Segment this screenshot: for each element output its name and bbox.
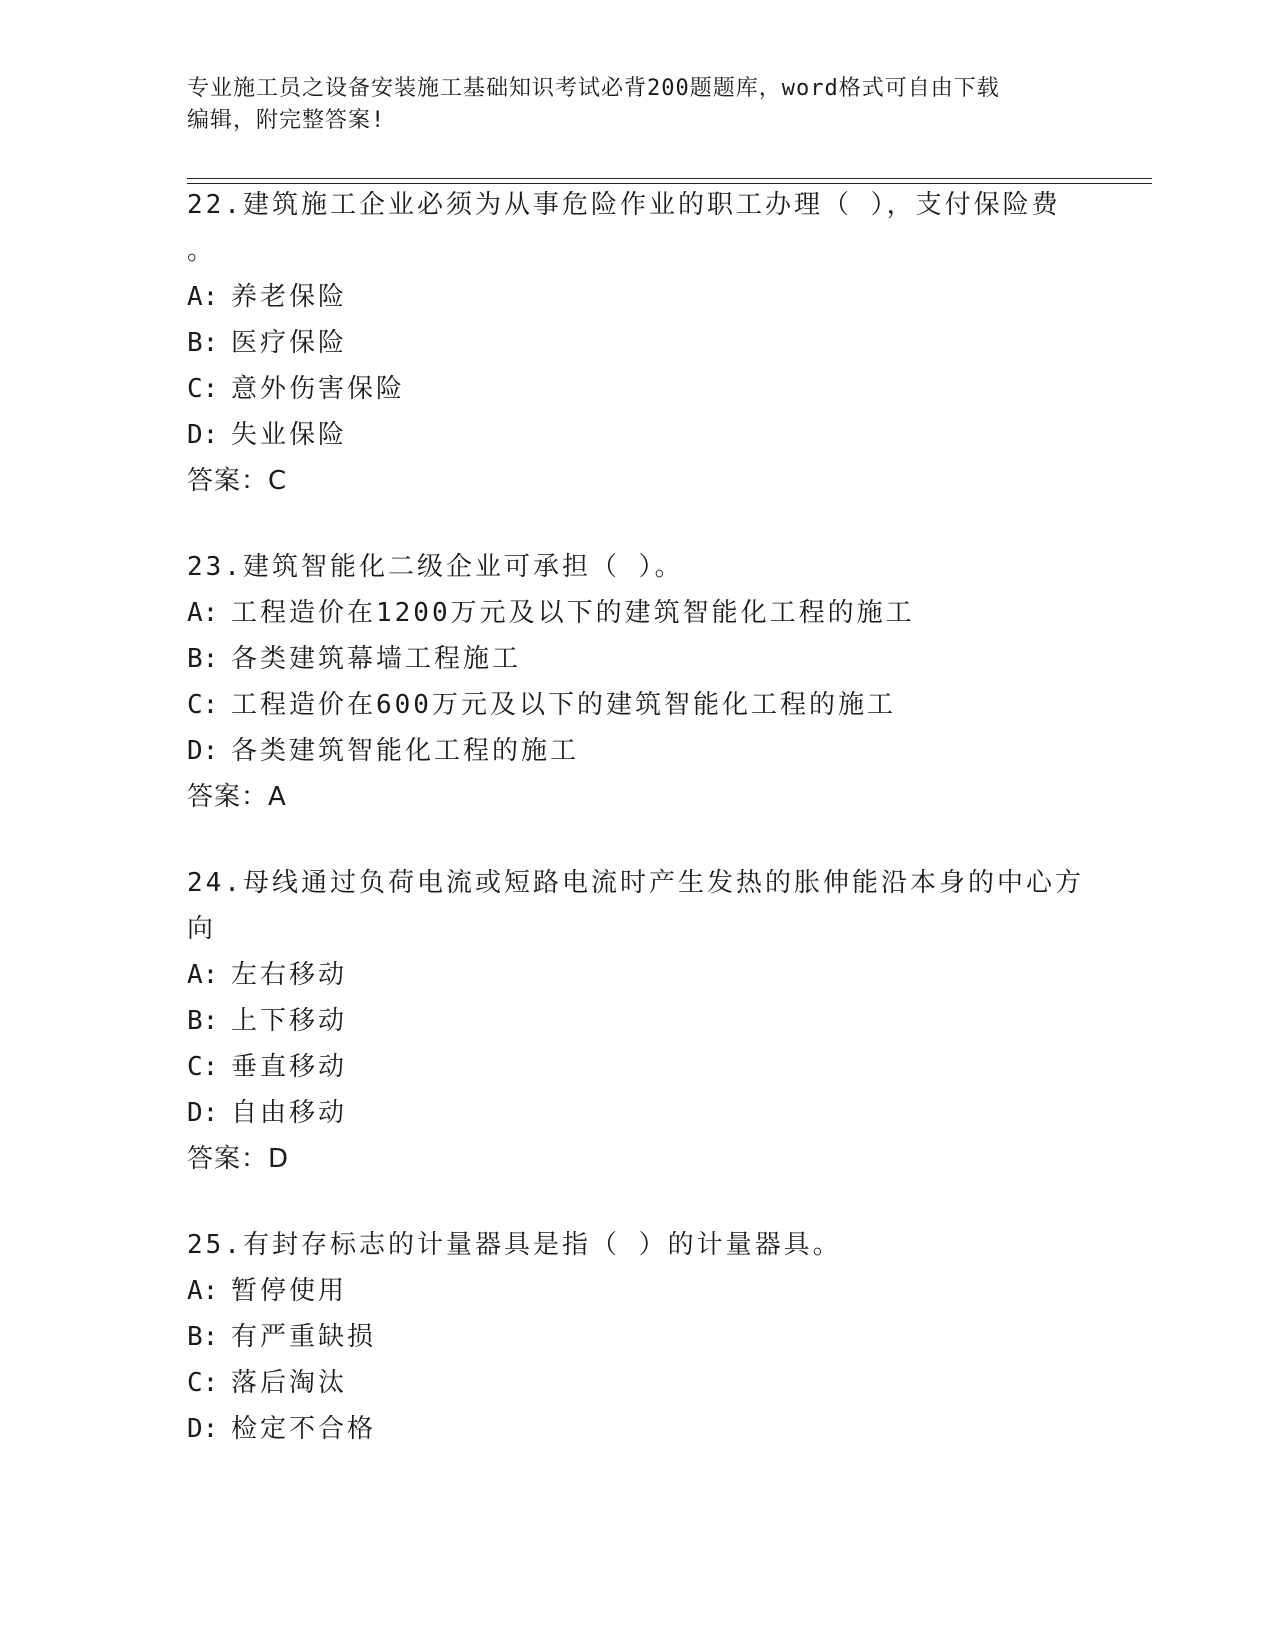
- option-d: [187, 728, 1087, 774]
- option-b: [187, 636, 1087, 682]
- option-key: D:: [187, 736, 219, 766]
- question-stem: 24.母线通过负荷电流或短路电流时产生发热的胀伸能沿本身的中心方: [187, 868, 1084, 898]
- option-text: 工程造价在1200万元及以下的建筑智能化工程的施工: [231, 598, 915, 628]
- answer-line: 答案：C: [187, 466, 288, 496]
- option-key: D:: [187, 420, 219, 450]
- option-text: 养老保险: [231, 282, 348, 312]
- question-24: [187, 860, 1087, 1182]
- option-key: B:: [187, 644, 219, 674]
- option-text: 工程造价在600万元及以下的建筑智能化工程的施工: [231, 690, 896, 720]
- question-stem: 22.建筑施工企业必须为从事危险作业的职工办理（ ），支付保险费: [187, 190, 1061, 220]
- option-b: [187, 1314, 1087, 1360]
- option-key: A:: [187, 960, 219, 990]
- question-stem-continuation: 。: [187, 236, 217, 266]
- question-23: [187, 544, 1087, 820]
- header-line-2: 编辑，附完整答案!: [187, 108, 386, 133]
- question-stem: 23.建筑智能化二级企业可承担（ ）。: [187, 552, 684, 582]
- option-b: [187, 998, 1087, 1044]
- option-text: 失业保险: [231, 420, 348, 450]
- question-25: [187, 1222, 1087, 1452]
- option-text: 落后淘汰: [231, 1368, 348, 1398]
- option-a: [187, 952, 1087, 998]
- question-stem-continuation: 向: [187, 914, 217, 944]
- option-key: B:: [187, 1322, 219, 1352]
- option-key: A:: [187, 598, 219, 628]
- option-text: 医疗保险: [231, 328, 348, 358]
- option-c: [187, 366, 1087, 412]
- option-d: [187, 1090, 1087, 1136]
- option-c: [187, 1360, 1087, 1406]
- option-key: A:: [187, 1276, 219, 1306]
- option-key: A:: [187, 282, 219, 312]
- option-b: [187, 320, 1087, 366]
- answer-line: 答案：A: [187, 782, 287, 812]
- answer-line: 答案：D: [187, 1144, 290, 1174]
- option-text: 垂直移动: [231, 1052, 348, 1082]
- header-divider-top: [187, 178, 1152, 179]
- document-header: [187, 73, 1067, 137]
- option-key: B:: [187, 328, 219, 358]
- option-key: C:: [187, 690, 219, 720]
- option-text: 检定不合格: [231, 1414, 377, 1444]
- option-d: [187, 412, 1087, 458]
- header-line-1: 专业施工员之设备安装施工基础知识考试必背200题题库，word格式可自由下载: [187, 76, 1000, 101]
- option-c: [187, 1044, 1087, 1090]
- option-text: 意外伤害保险: [231, 374, 406, 404]
- option-text: 有严重缺损: [231, 1322, 377, 1352]
- question-stem: 25.有封存标志的计量器具是指（ ）的计量器具。: [187, 1230, 842, 1260]
- option-text: 自由移动: [231, 1098, 348, 1128]
- option-text: 左右移动: [231, 960, 348, 990]
- option-a: [187, 590, 1087, 636]
- option-key: B:: [187, 1006, 219, 1036]
- option-c: [187, 682, 1087, 728]
- option-key: D:: [187, 1414, 219, 1444]
- option-a: [187, 274, 1087, 320]
- option-key: C:: [187, 374, 219, 404]
- option-text: 各类建筑幕墙工程施工: [231, 644, 522, 674]
- option-key: C:: [187, 1368, 219, 1398]
- option-text: 暂停使用: [231, 1276, 348, 1306]
- option-text: 各类建筑智能化工程的施工: [231, 736, 580, 766]
- option-d: [187, 1406, 1087, 1452]
- option-text: 上下移动: [231, 1006, 348, 1036]
- option-a: [187, 1268, 1087, 1314]
- question-22: [187, 182, 1087, 504]
- option-key: D:: [187, 1098, 219, 1128]
- option-key: C:: [187, 1052, 219, 1082]
